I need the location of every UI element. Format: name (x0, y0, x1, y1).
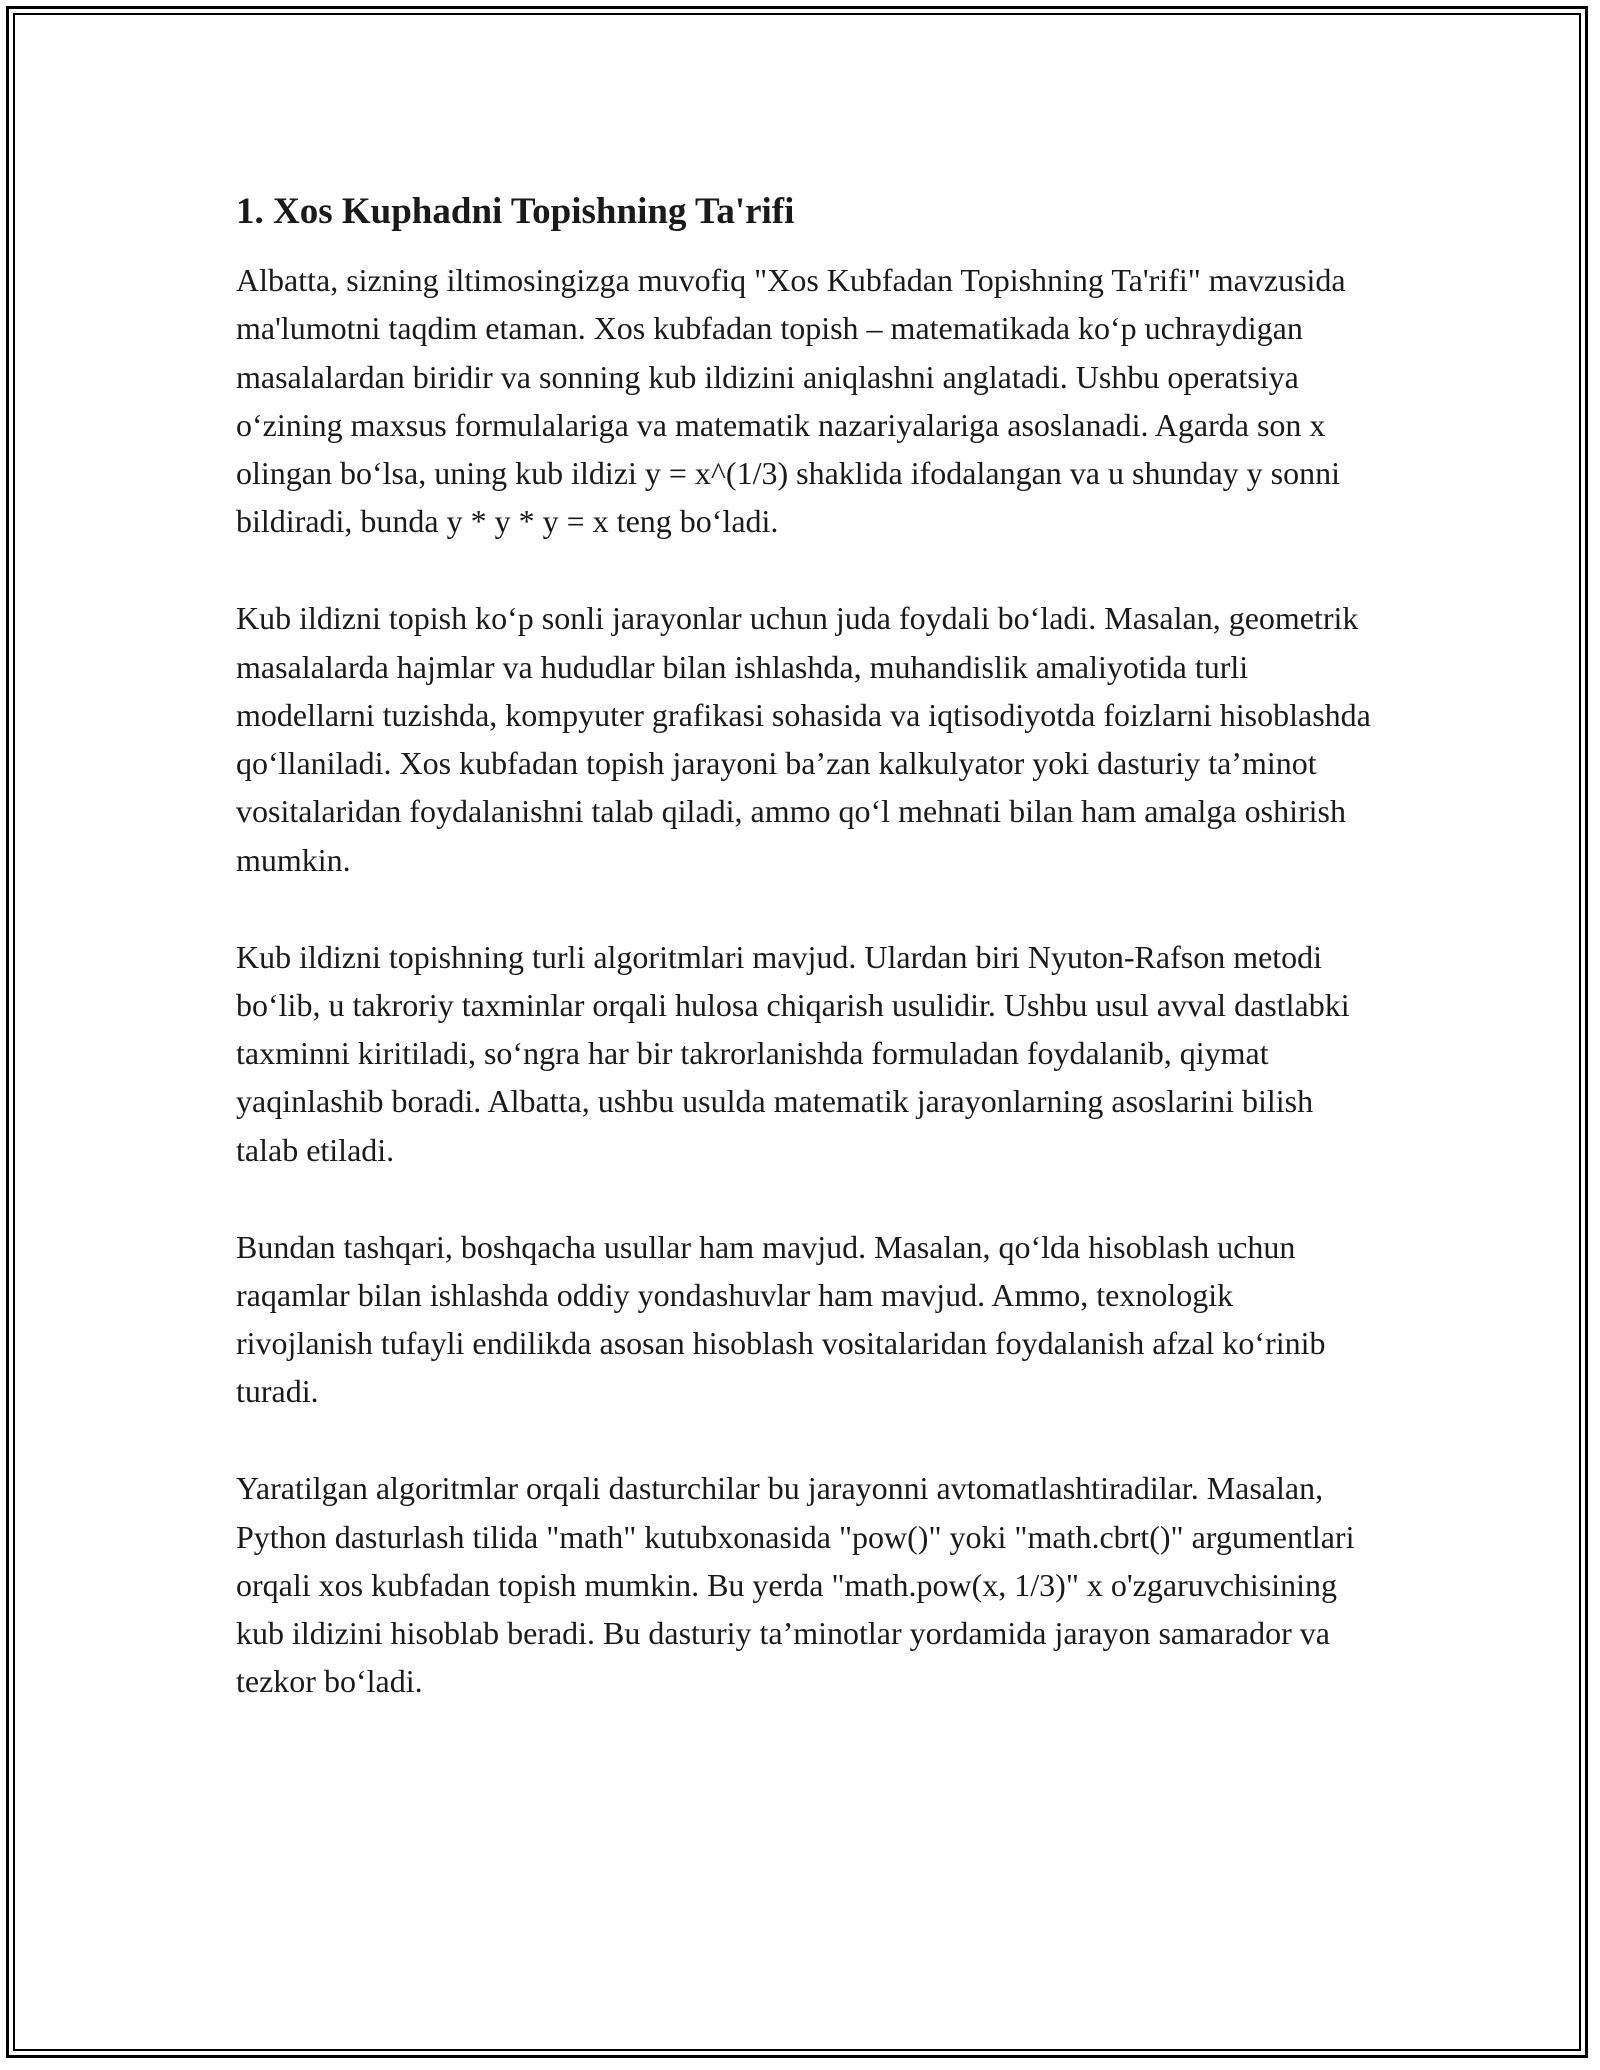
section-heading: 1. Xos Kuphadni Topishning Ta'rifi (236, 191, 795, 232)
paragraph-4: Bundan tashqari, boshqacha usullar ham mavjud. Masalan, qoʻlda hisoblash uchun raqamlar bilan ishlashda oddiy yondashuvlar ham mavjud. Ammo, texnologik rivojlanish tufayli endilikda asosan hisoblash vositalaridan foydalanish afzal koʻrinib turadi. (236, 1228, 1326, 1410)
document-body (236, 188, 1376, 1754)
paragraph-3: Kub ildizni topishning turli algoritmlari mavjud. Ulardan biri Nyuton-Rafson metodi boʻlib, u takroriy taxminlar orqali hulosa chiqarish usulidir. Ushbu usul avval dastlabki taxminni kiritiladi, soʻngra har bir takrorlanishda formuladan foydalanib, qiymat yaqinlashib boradi. Albatta, ushbu usulda matematik jarayonlarning asoslarini bilish talab etiladi. (236, 938, 1350, 1168)
paragraph-5: Yaratilgan algoritmlar orqali dasturchilar bu jarayonni avtomatlashtiradilar. Masalan, Python dasturlash tilida "math" kutubxonasida "pow()" yoki "math.cbrt()" argumentlari orqali xos kubfadan topish mumkin. Bu yerda "math.pow(x, 1/3)" x o'zgaruvchisining kub ildizini hisoblab beradi. Bu dasturiy ta’minotlar yordamida jarayon samarador va tezkor boʻladi. (236, 1470, 1355, 1700)
paragraph-1: Albatta, sizning iltimosingizga muvofiq "Xos Kubfadan Topishning Ta'rifi" mavzusida ma'lumotni taqdim etaman. Xos kubfadan topish – matematikada koʻp uchraydigan masalalardan biridir va sonning kub ildizini aniqlashni anglatadi. Ushbu operatsiya oʻzining maxsus formulalariga va matematik nazariyalariga asoslanadi. Agarda son x olingan boʻlsa, uning kub ildizi y = x^(1/3) shaklida ifodalangan va u shunday y sonni bildiradi, bunda y * y * y = x teng boʻladi. (236, 262, 1346, 540)
paragraph-2: Kub ildizni topish koʻp sonli jarayonlar uchun juda foydali boʻladi. Masalan, geometrik masalalarda hajmlar va hududlar bilan ishlashda, muhandislik amaliyotida turli modellarni tuzishda, kompyuter grafikasi sohasida va iqtisodiyotda foizlarni hisoblashda qoʻllaniladi. Xos kubfadan topish jarayoni ba’zan kalkulyator yoki dasturiy ta’minot vositalaridan foydalanishni talab qiladi, ammo qoʻl mehnati bilan ham amalga oshirish mumkin. (236, 600, 1371, 878)
